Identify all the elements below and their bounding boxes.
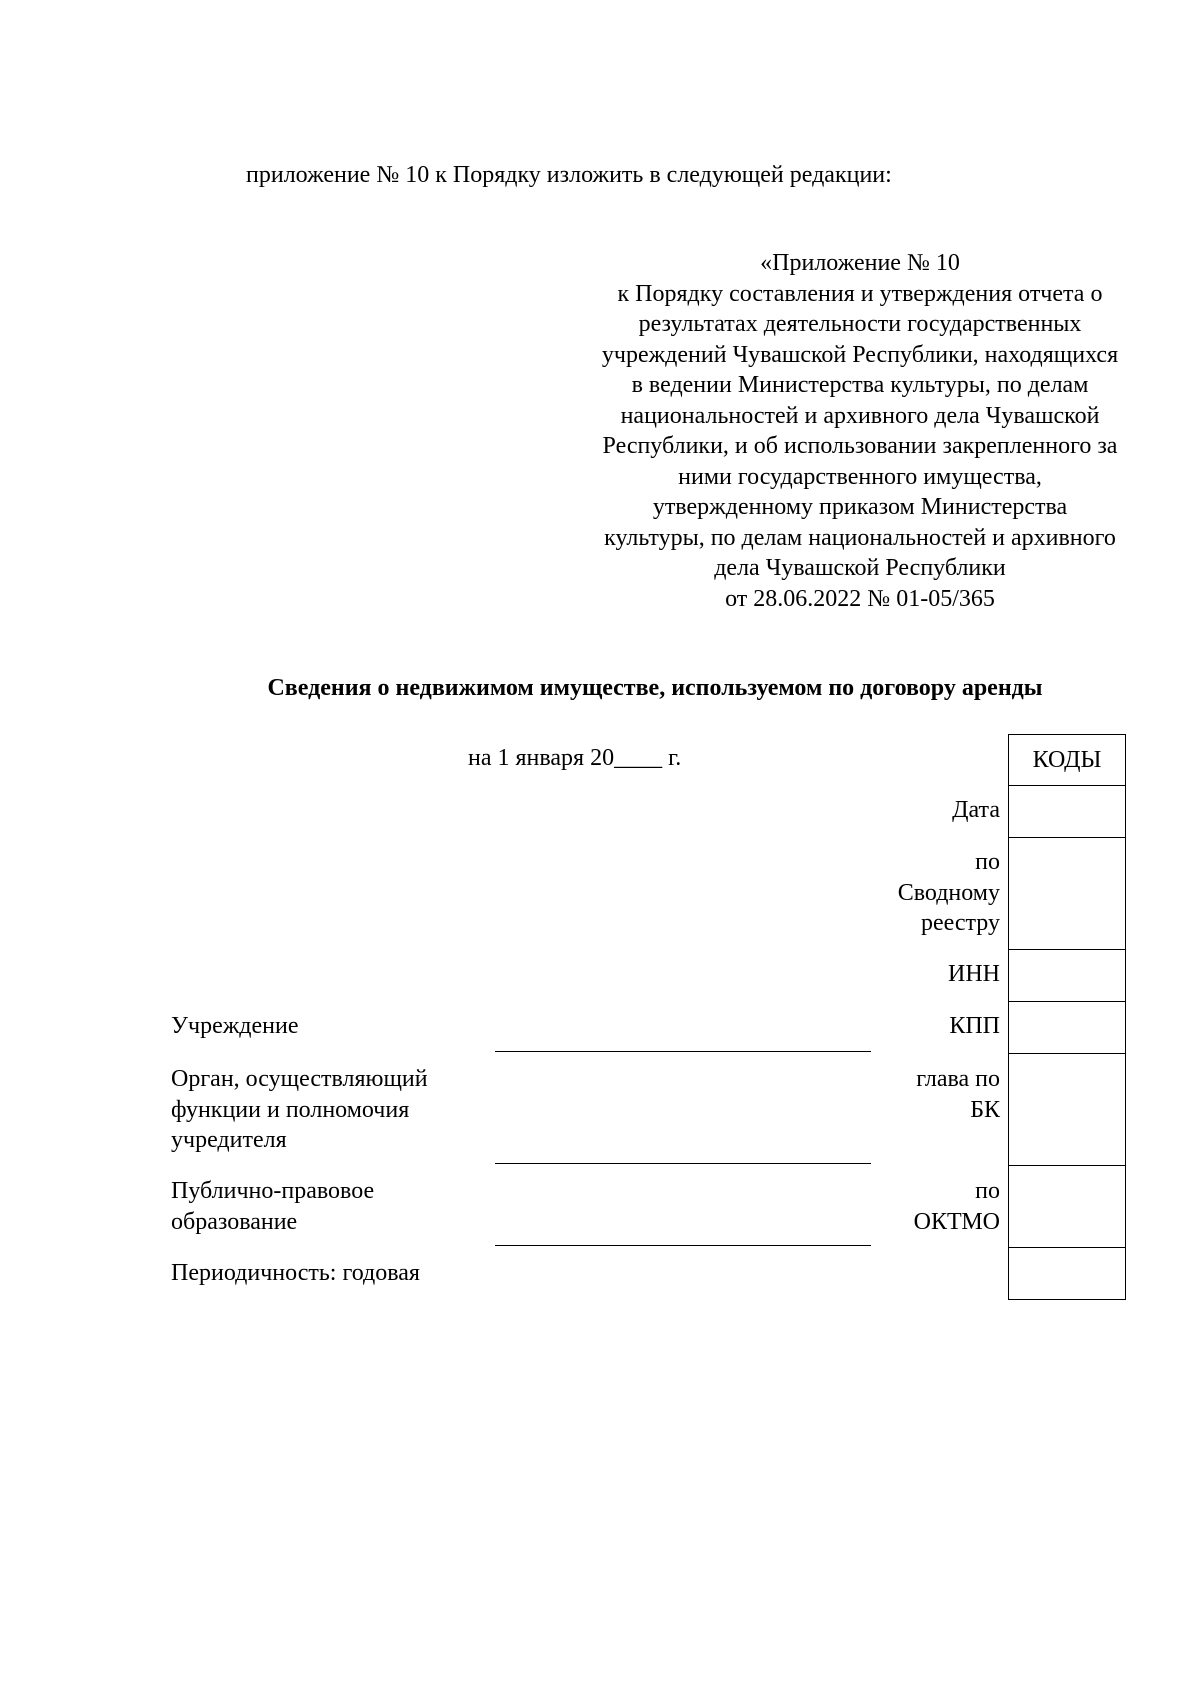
label-registry [898, 847, 1000, 939]
label-registry-line: реестру [920, 910, 1000, 936]
appendix-line: результатах деятельности государственных [638, 311, 1082, 337]
appendix-header [565, 248, 1155, 614]
label-date: Дата [952, 797, 1000, 823]
label-founder-body-line: функции и полномочия [171, 1096, 410, 1123]
label-public-entity-line: Публично-правовое [171, 1178, 375, 1204]
appendix-line: «Приложение № 10 [760, 250, 960, 276]
intro-text: приложение № 10 к Порядку изложить в следующей редакции: [246, 162, 892, 188]
label-founder-body-line: учредителя [171, 1127, 287, 1153]
label-chapter-bk-line: БК [970, 1096, 1000, 1123]
label-registry-line: по [975, 849, 1000, 875]
label-oktmo [914, 1176, 1000, 1237]
label-inn: ИНН [948, 961, 1000, 987]
code-cell-registry[interactable] [1009, 838, 1125, 950]
form-title: Сведения о недвижимом имуществе, используемом по договору аренды [267, 675, 1043, 701]
label-periodicity: Периодичность: годовая [171, 1260, 420, 1286]
code-cell-chapter-bk[interactable] [1009, 1054, 1125, 1166]
label-institution: Учреждение [171, 1013, 299, 1039]
appendix-line: культуры, по делам национальностей и архивного [604, 524, 1116, 551]
report-date-line: на 1 января 20____ г. [468, 745, 682, 771]
appendix-line: к Порядку составления и утверждения отчета о [617, 280, 1103, 307]
code-cell-inn[interactable] [1009, 950, 1125, 1002]
codes-header: КОДЫ [1009, 735, 1125, 786]
label-founder-body [171, 1064, 428, 1156]
label-chapter-bk [916, 1064, 1000, 1125]
appendix-line: от 28.06.2022 № 01-05/365 [725, 585, 995, 612]
codes-table [1008, 734, 1126, 1300]
label-kpp: КПП [949, 1013, 1000, 1039]
label-chapter-bk-line: глава по [916, 1066, 1000, 1092]
appendix-line: ними государственного имущества, [678, 463, 1042, 490]
code-cell-oktmo[interactable] [1009, 1166, 1125, 1248]
code-cell-periodicity[interactable] [1009, 1248, 1125, 1300]
label-registry-line: Сводному [897, 879, 1000, 906]
label-public-entity-line: образование [171, 1208, 298, 1235]
appendix-line: дела Чувашской Республики [714, 555, 1006, 581]
appendix-line: в ведении Министерства культуры, по делам [631, 372, 1089, 398]
appendix-line: учреждений Чувашской Республики, находящихся [601, 341, 1119, 368]
label-public-entity [171, 1176, 374, 1237]
founder-body-field-line[interactable] [495, 1163, 871, 1164]
public-entity-field-line[interactable] [495, 1245, 871, 1246]
appendix-line: Республики, и об использовании закрепленного за [602, 433, 1118, 459]
code-cell-date[interactable] [1009, 786, 1125, 838]
code-cell-kpp[interactable] [1009, 1002, 1125, 1054]
label-founder-body-line: Орган, осуществляющий [171, 1066, 428, 1092]
appendix-line: утвержденному приказом Министерства [652, 494, 1068, 520]
label-oktmo-line: ОКТМО [913, 1208, 1000, 1235]
appendix-line: национальностей и архивного дела Чувашской [620, 402, 1100, 429]
label-oktmo-line: по [975, 1178, 1000, 1204]
institution-field-line[interactable] [495, 1051, 871, 1052]
